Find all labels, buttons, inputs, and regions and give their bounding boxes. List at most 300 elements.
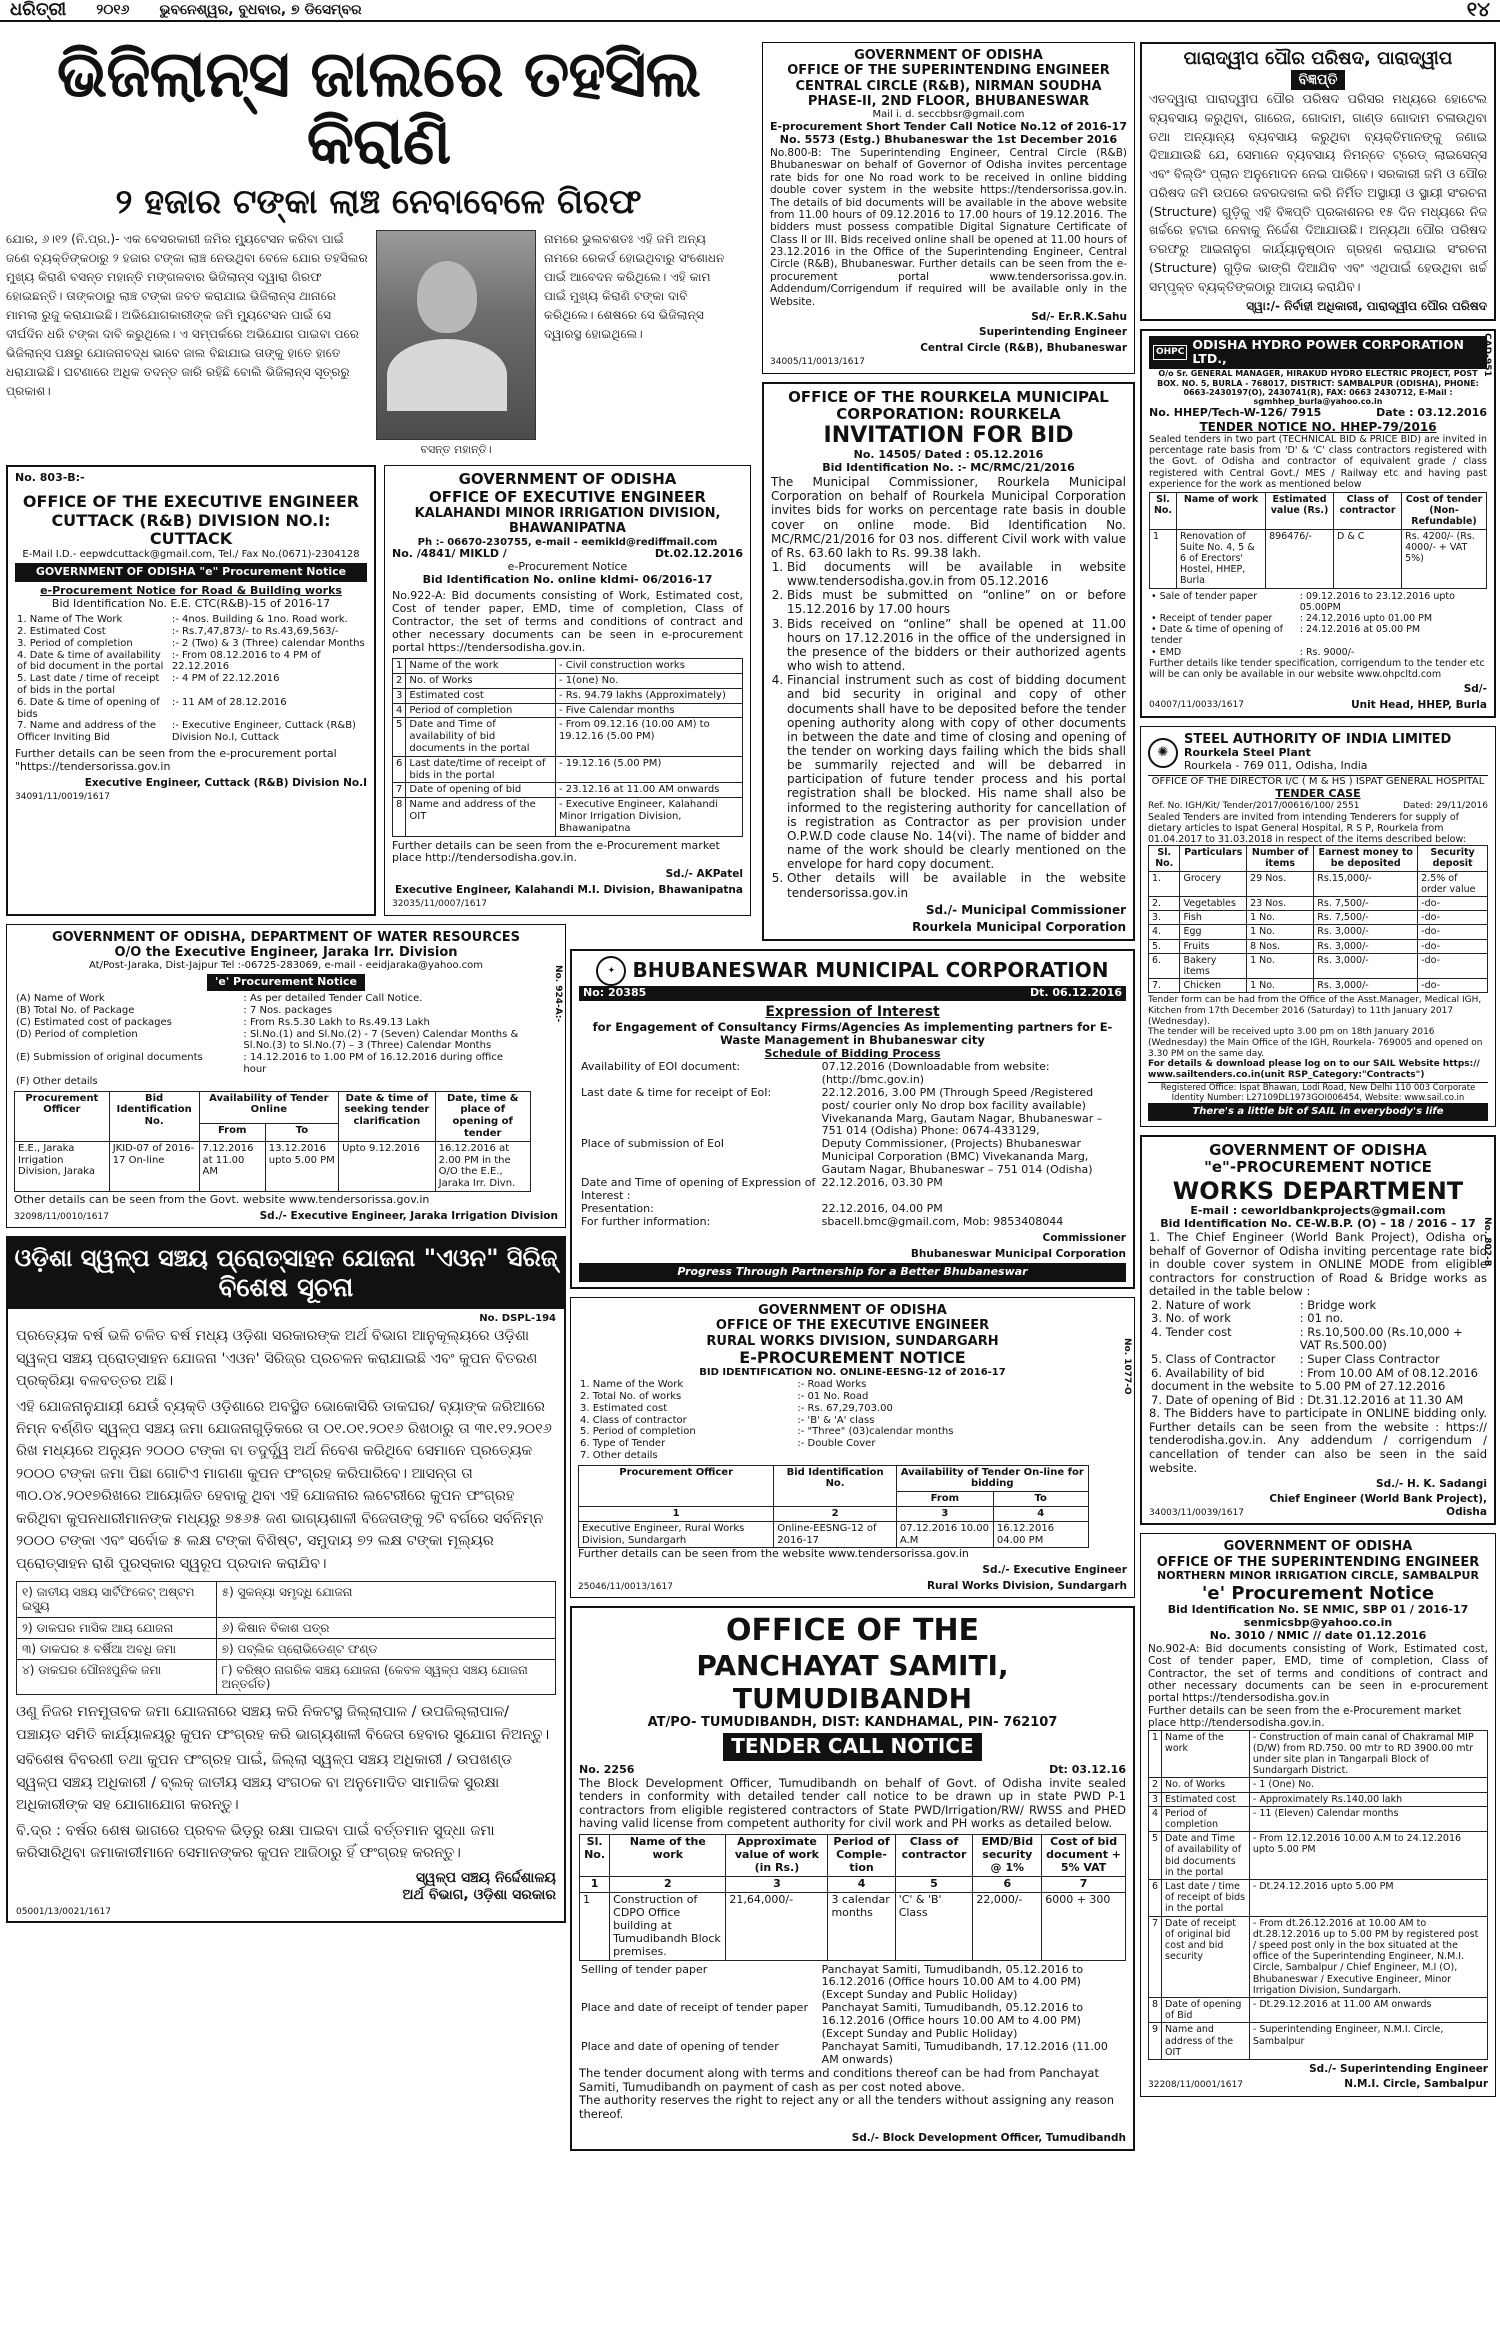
ad-schedule-table <box>578 1465 1089 1549</box>
cell: : 7 Nos. packages <box>243 1005 333 1017</box>
ad-signature-2: Bhubaneswar Municipal Corporation <box>910 1247 1126 1260</box>
ad-schedule-title: Schedule of Bidding Process <box>764 1046 941 1060</box>
ad-registered: Registered Office: Ispat Bhawan, Lodi Road, New Delhi 110 003 Corporate Identity Number: L27109DL1973GOI006454, Website: www.sail.co.in <box>1148 1082 1488 1103</box>
sail-logo-icon: ✺ <box>1148 738 1178 768</box>
column-header: 7 <box>1042 1876 1126 1892</box>
ad-signature-2: Executive Engineer, Kalahandi M.I. Division, Bhawanipatna <box>394 883 743 896</box>
ad-tumudibandh <box>570 1606 1135 2151</box>
cell: Grocery <box>1180 871 1247 896</box>
cell: Date and Time of opening of Expression of Interest : <box>581 1176 816 1203</box>
ad-bid-id: Bid Identification No. CE-W.B.P. (O) – 18 / 2016 – 17 <box>1160 1216 1476 1230</box>
table-row <box>15 720 367 744</box>
ad-works-table <box>1149 492 1487 589</box>
table-row <box>1149 1353 1487 1367</box>
cell: No. of Works <box>1162 1778 1250 1792</box>
ad-letter-no: No. 14505/ Dated : 05.12.2016 <box>853 448 1044 462</box>
ad-title: ODISHA HYDRO POWER CORPORATION LTD., <box>1192 336 1464 367</box>
ad-title-2: INVITATION FOR BID <box>823 423 1074 449</box>
cell: : 14.12.2016 to 1.00 PM of 16.12.2016 during office hour <box>243 1052 503 1076</box>
page-number: ୧୪ <box>1466 0 1490 22</box>
column-header: Period of Comple-tion <box>828 1834 895 1876</box>
ad-office: OFFICE OF THE DIRECTOR I/C ( M & HS ) ISPAT GENERAL HOSPITAL <box>1151 776 1485 788</box>
ad-letter-date: Dt.02.12.2016 <box>654 547 743 561</box>
cell: 22.12.2016, 04.00 PM <box>821 1202 943 1216</box>
ad-sambalpur <box>1140 1533 1496 2097</box>
ad-schedule-table <box>579 1964 1126 2068</box>
cell: - From dt.26.12.2016 at 10.00 AM to dt.28.12.2016 up to 5.00 PM by registered post / speed post only in the box situated at the office of the Superintending Engineer, N.M.I. Circle, Sambalpur / Chief Engineer, M.I (O), Bhubaneswar / Executive Engineer, Minor Irrigation Division, Sundargarh. <box>1249 1916 1487 1997</box>
cell: Place and date of receipt of tender paper <box>581 2001 808 2015</box>
ad-notice: 'e' Procurement Notice <box>1201 1582 1435 1604</box>
cell: sbacell.bmc@gmail.com, Mob: 9853408044 <box>821 1215 1064 1229</box>
ad-schedule-table <box>14 1091 531 1192</box>
ad-items-table <box>1148 845 1488 993</box>
cell: 1. Name of The Work <box>17 614 123 626</box>
cell: 6. Type of Tender <box>580 1438 666 1450</box>
cell: 7. Date of opening of Bid <box>1151 1392 1295 1407</box>
ad-ohpc <box>1140 329 1496 718</box>
cell: Fish <box>1180 911 1247 925</box>
ad-footer: The tender document along with terms and conditions thereof can be had from Panchayat Samiti, Tumudibandh on payment of cash as per cost noted above. <box>579 2066 1099 2094</box>
table-row <box>1149 1880 1488 1917</box>
table-row <box>1149 1367 1487 1394</box>
photo-caption: ବସନ୍ତ ମହାନ୍ତି। <box>420 443 492 457</box>
ad-details-table <box>578 1379 1072 1462</box>
cell: 5 <box>393 718 406 756</box>
article-subhead: ୨ ହଜାର ଟଙ୍କା ଲାଞ୍ଚ ନେବାବେଳେ ଗିରଫ <box>115 182 642 223</box>
ad-rourkela <box>762 382 1135 941</box>
cell: - 11 (Eleven) Calendar months <box>1249 1806 1487 1831</box>
ad-ref: 34005/11/0013/1617 <box>770 357 865 368</box>
ad-title: ପାରାଦ୍ୱୀପ ପୌର ପରିଷଦ, ପାରାଦ୍ୱୀପ <box>1183 48 1453 69</box>
table-row <box>15 1141 531 1191</box>
cell: 1 No. <box>1247 953 1314 978</box>
ad-number: No. DSPL-194 <box>479 1313 556 1325</box>
cell: : Sl.No.(1) and Sl.No.(2) - 7 (Seven) Calendar Months & Sl.No.(3) to Sl.No.(7) – 3 (Three) Calendar Months <box>243 1028 519 1052</box>
cell: ୭) ପବ୍ଲିକ ପ୍ରୋଭିଡେଣ୍ଟ ଫଣ୍ଡ <box>216 1638 555 1659</box>
cell: Panchayat Samiti, Tumudibandh, 17.12.2016 (11.00 AM onwards) <box>821 2040 1108 2067</box>
cell: : 09.12.2016 to 23.12.2016 upto 05.00PM <box>1299 590 1455 613</box>
ad-signature-2: N.M.I. Circle, Sambalpur <box>1344 2078 1488 2091</box>
ad-title: ଓଡ଼ିଶା ସ୍ୱଳ୍ପ ସଞ୍ଚୟ ପ୍ରୋତ୍ସାହନ ଯୋଜନା "ଏଓନ" ସିରିଜ୍ <box>14 1244 558 1273</box>
ad-number: No. 802-B <box>1482 1217 1492 1267</box>
column-header: Class of contractor <box>1334 493 1402 530</box>
ad-title: GOVERNMENT OF ODISHA <box>1223 1539 1413 1555</box>
cell: 'C' & 'B' Class <box>895 1892 973 1960</box>
cell: Bakery items <box>1180 953 1247 978</box>
cell: (B) Total No. of Package <box>16 1005 135 1017</box>
list-item: 3. Bids received on “online” shall be opened at 11.00 hours on 17.12.2016 in the office of the undersigned in the presence of the bidders or their authorized agents who wish to attend. <box>787 617 1126 674</box>
cell: Rs. 3,000/- <box>1314 979 1418 993</box>
cell: :- 4nos. Building & 1no. Road work. <box>171 614 348 626</box>
ad-paragraph: ପ୍ରତ୍ୟେକ ବର୍ଷ ଭଳି ଚଳିତ ବର୍ଷ ମଧ୍ୟ ଓଡ଼ିଶା ସରକାରଙ୍କ ଅର୍ଥ ବିଭାଗ ଆନୁକୂଲ୍ୟରେ ଓଡ଼ିଶା ସ୍ୱଳ୍ପ ସଞ୍ଚୟ ପ୍ରୋତ୍ସାହନ ଯୋଜନା 'ଏଓନ' ସିରିଜ୍ର ପ୍ରଚଳନ କରାଯାଇଛି ଏବଂ କୁପନ ବିତରଣ ପ୍ରକ୍ରିୟା ବଳବତ୍ତର ଅଛି। <box>16 1328 538 1390</box>
ad-title-2: OFFICE OF THE EXECUTIVE ENGINEER <box>715 1318 990 1334</box>
ad-email: E-mail : ceworldbankprojects@gmail.com <box>1190 1204 1446 1217</box>
ad-letter-no: No. 2256 <box>579 1762 635 1776</box>
ad-title-2: O/O the Executive Engineer, Jaraka Irr. Division <box>114 945 458 961</box>
ad-paragraph: 1. The Chief Engineer (World Bank Project), Odisha on behalf of Governor of Odisha inviting percentage rate bid in double cover system in ONLINE MODE from eligible contractors for construction of Road & Bridge works as detailed in the table below : <box>1149 1229 1487 1299</box>
cell: Period of completion <box>406 703 556 718</box>
cell: • Receipt of tender paper <box>1151 613 1273 625</box>
ad-title: GOVERNMENT OF ODISHA <box>458 470 677 489</box>
ad-signature: Sd./- Executive Engineer, Jaraka Irrigation Division <box>259 1209 558 1222</box>
cell: - Superintending Engineer, N.M.I. Circle, Sambalpur <box>1249 2023 1487 2060</box>
ad-paragraph: ଏହି ଯୋଜନାନୁଯାୟୀ ଯେଉଁ ବ୍ୟକ୍ତି ଓଡ଼ିଶାରେ ଅବସ୍ଥିତ ଭୋକୋସିରି ଡାକଘର/ ବ୍ୟାଙ୍କ ଜରିଆରେ ନିମ୍ନ ବର୍ଣ୍ଣିତ ସ୍ୱଳ୍ପ ସଞ୍ଚୟ ଜମା ଯୋଜନାଗୁଡ଼ିକରେ ତା ୦୧.୦୧.୨୦୧୬ ରିଖଠାରୁ ତା ୩୧.୧୨.୨୦୧୬ ରିଖ ମଧ୍ୟରେ ଅନ୍ୟୁନ ୨୦୦୦ ଟଙ୍କା ବା ତଦୁର୍ଦ୍ଧ୍ୱ ଅର୍ଥ ନିବେଶ କରିଥିବେ ସେମାନେ ପ୍ରତ୍ୟେକ ୨୦୦୦ ଟଙ୍କା ଜମା ପିଛା ଗୋଟିଏ ମାଗଣା କୁପନ ଫଂଗ୍ରହ କରିପାରିବେ। ଆସନ୍ତା ତା ୩୦.୦୪.୨୦୧୭ରିଖରେ ଆୟୋଜିତ ହେବାକୁ ଥିବା ଏହି ଯୋଜନାର ଲଟେରୀରେ କୁପନ ଫଂଗ୍ରହ କରିଥିବା କୁପନଧାରୀମାନଙ୍କ ମଧ୍ୟରୁ ୭୫୬୫ ଜଣ ଭାଗ୍ୟଶାଳୀ ବିଜେତାଙ୍କୁ ୨ଟି ବର୍ଗରେ ସର୍ବନିମ୍ନ ୨୦୦୦ ଟଙ୍କା ଏବଂ ସର୍ବୋଚ୍ଚ ୫ ଲକ୍ଷ ଟଙ୍କା ବିଶିଷ୍ଟ, ସମୁଦାୟ ୭୨ ଲକ୍ଷ ଟଙ୍କା ମୂଲ୍ୟର ପ୍ରୋତ୍ସାହନ ରାଶି ପୁରସ୍କାର ସ୍ୱରୂପ ପ୍ରଦାନ କରାଯିବ। <box>16 1398 552 1572</box>
ad-ref: 32208/11/0001/1617 <box>1148 2080 1243 2091</box>
cell: Name and address of the OIT <box>406 798 556 836</box>
ad-body: No.800-B: The Superintending Engineer, Central Circle (R&B) Bhubaneswar on behalf of Governor of Odisha invites percentage rate bids for one No road work to be received in online bidding double cover system in the website https://tendersorissa.gov.in. The details of bid documents will be available in the above website from 11.00 hours of 09.12.2016 to 17.00 hours of 19.12.2016. The bidders must possess compatible Digital Signature Certificate of Class II or III. Bids received online shall be opened at 11.00 hours of 23.12.2016 in the Office of the Superintending Engineer, Central Circle (R&B), Bhubaneswar. Further details can be seen from the e-procurement portal www.tendersorissa.gov.in. Addendum/Corrigendum if required will be available only in the Website. <box>770 147 1127 308</box>
cell: Selling of tender paper <box>581 1962 708 1976</box>
th-opening: Date, time & place of opening of tender <box>435 1091 530 1141</box>
cell: Panchayat Samiti, Tumudibandh, 05.12.2016 to 16.12.2016 (Office hours 10.00 AM to 4.00 PM) (Except Sunday and Public Holiday) <box>821 1962 1084 2002</box>
th-bid: Bid Identification No. <box>774 1465 897 1506</box>
cell: :- Executive Engineer, Cuttack (R&B) Division No.I, Cuttack <box>171 720 356 744</box>
cell: -do- <box>1418 953 1488 978</box>
cell: 5 <box>1149 1832 1162 1880</box>
cell: ୮) ବରିଷ୍ଠ ନାଗରିକ ସଞ୍ଚୟ ଯୋଜନା (କେବଳ ସ୍ୱଳ୍ପ ସଞ୍ଚୟ ଯୋଜନା ଅନ୍ତର୍ଗତ) <box>216 1659 555 1694</box>
cell: 6. <box>1149 953 1180 978</box>
cell: 7.12.2016 at 11.00 AM <box>199 1141 265 1191</box>
ad-title: OFFICE OF THE EXECUTIVE ENGINEER CUTTACK (R&B) DIVISION NO.I: CUTTACK <box>22 492 360 549</box>
ad-footer: Further details can be seen from the e-Procurement market place http://tendersodisha.gov.in. <box>392 838 720 865</box>
cell: - Approximately Rs.140.00 lakh <box>1249 1792 1487 1806</box>
cell: - 23.12.16 at 11.00 AM onwards <box>555 783 742 798</box>
cell: 2. Estimated Cost <box>17 626 106 638</box>
ad-paragraph: Tender form can be had from the Office of the Asst.Manager, Medical IGH, Kitchen from 17th December 2016 (Saturday) to 11th January 2017 (Wednesday). <box>1148 995 1482 1027</box>
cell: Place and date of opening of tender <box>581 2040 779 2054</box>
cell: 13.12.2016 upto 5.00 PM <box>265 1141 338 1191</box>
ad-title: GOVERNMENT OF ODISHA <box>758 1302 947 1318</box>
cell: • Sale of tender paper <box>1151 590 1258 602</box>
cell: - From 09.12.16 (10.00 AM) to 19.12.16 (5.00 PM) <box>555 718 742 756</box>
cell <box>241 1076 530 1088</box>
cell: 7. Other details <box>580 1449 658 1461</box>
cell: 2. Nature of work <box>1151 1297 1251 1312</box>
cell: - 19.12.16 (5.00 PM) <box>555 756 742 783</box>
table-row <box>1149 1299 1487 1313</box>
cell: 2. Total No. of works <box>580 1390 682 1402</box>
table-row <box>14 1005 531 1017</box>
ad-savings-scheme <box>6 1236 566 1923</box>
ad-intro: Sealed Tenders are invited from intending Tenderers for supply of dietary articles to Ispat General Hospital, R S P, Rourkela from 01.04.2017 to 31.03.2018 in respect of the items described below: <box>1148 811 1466 846</box>
table-row <box>579 2002 1126 2041</box>
article-headline: ଭିଜିଲାନ୍ସ ଜାଲରେ ତହସିଲ କିରାଣି <box>56 38 701 180</box>
cell: 7 <box>1149 1916 1162 1997</box>
ad-notice: TENDER NOTICE NO. HHEP-79/2016 <box>1199 419 1437 434</box>
cell: 07.12.2016 (Downloadable from website:(http://bmc.gov.in) <box>821 1059 1050 1086</box>
cell: 9 <box>1149 2023 1162 2060</box>
ad-letter-date: Date : 03.12.2016 <box>1376 405 1487 419</box>
cell: 3. Estimated cost <box>580 1402 668 1414</box>
ad-paradip <box>1140 42 1496 321</box>
ad-letter-no: No. 3010 / NMIC // date 01.12.2016 <box>1209 1628 1427 1642</box>
ad-intro-2: Further details can be seen from the e-Procurement market place http://tendersodisha.gov.in. <box>1148 1704 1461 1730</box>
ad-signature-2: Chief Engineer (World Bank Project), Odisha <box>1269 1493 1487 1518</box>
ad-signature: Sd./- Superintending Engineer <box>1309 2063 1488 2076</box>
cell: : From Rs.5.30 Lakh to Rs.49.13 Lakh <box>243 1016 430 1028</box>
cell: No. of Works <box>406 673 556 688</box>
table-row <box>14 1029 531 1053</box>
ad-number: No. 803-B:- <box>15 471 85 485</box>
cell: Rs. 7,500/- <box>1314 911 1418 925</box>
cell: 6000 + 300 <box>1042 1892 1126 1960</box>
table-row <box>1149 897 1488 911</box>
cell: • EMD <box>1151 646 1182 658</box>
th-clarification: Date & time of seeking tender clarification <box>339 1091 436 1141</box>
ad-letter-no: No: 20385 <box>583 986 647 1000</box>
cell: 7. Name and address of the Officer Inviting Bid <box>17 720 157 744</box>
cell: 1 <box>580 1892 610 1960</box>
ad-address: Rourkela - 769 011, Odisha, India <box>1184 759 1368 773</box>
cell: 07.12.2016 10.00 A.M <box>896 1521 993 1548</box>
ad-notice: E-procurement Short Tender Call Notice No.12 of 2016-17 <box>770 120 1127 134</box>
cell: -do- <box>1418 925 1488 939</box>
list-item: 1. Bid documents will be available in website www.tendersodisha.gov.in from 05.12.2016 <box>787 560 1126 588</box>
cell: Panchayat Samiti, Tumudibandh, 05.12.2016 to 16.12.2016 (Office hours 10.00 AM to 4.00 PM) (Except Sunday and Public Holiday) <box>821 2001 1084 2041</box>
cell: (F) Other details <box>16 1075 98 1087</box>
cell: 22,000/- <box>973 1892 1042 1960</box>
table-row <box>15 697 367 721</box>
ad-title: OFFICE OF THE ROURKELA MUNICIPAL CORPORATION: ROURKELA <box>788 387 1109 423</box>
table-row <box>579 1087 1126 1139</box>
cell: 7 <box>393 783 406 798</box>
cell: 2.5% of order value <box>1418 871 1488 896</box>
cell: 3 <box>1149 1792 1162 1806</box>
ad-title-2: "e"-PROCUREMENT NOTICE <box>1204 1158 1432 1177</box>
cell: 4. Tender cost <box>1151 1324 1232 1339</box>
table-row <box>1149 1916 1488 1997</box>
ad-signature: Sd./- AKPatel <box>665 868 743 881</box>
cell: ୪) ଡାକଘର ପୌନଃପୁନିକ ଜମା <box>17 1659 217 1694</box>
ad-paragraph: For details & download please log on to our SAIL Website https:// www.sailtenders.co.in(unit RSP_Category:"Contracts") <box>1148 1059 1480 1080</box>
ad-title: GOVERNMENT OF ODISHA, DEPARTMENT OF WATER RESOURCES <box>51 929 521 945</box>
table-row <box>578 1415 1072 1427</box>
ad-paragraph: The tender will be received upto 3.00 pm on 18th January 2016 (Wednesday) the Main Office of the IGH, Rourkela- 769005 and opened on 3.30 PM on the same day. <box>1148 1027 1483 1059</box>
ad-paragraph: ଓଣୁ ନିଜର ମନମୁତାବକ ଜମା ଯୋଜନାରେ ସଞ୍ଚୟ କରି ନିକଟସ୍ଥ ଜିଲ୍ଲାପାଳ / ଉପଜିଲ୍ଲାପାଳ/ ପଞ୍ଚାୟତ ସମିତି କାର୍ଯ୍ୟାଳୟରୁ କୁପନ ଫଂଗ୍ରହ କରି ଭାଗ୍ୟଶାଳୀ ବିଜେତା ହେବାର ସୁଯୋଗ ନିଅନ୍ତୁ। <box>16 1704 550 1743</box>
cell: 22.12.2016, 03.30 PM <box>821 1176 943 1190</box>
ad-bid-id: Bid Identification No. E.E. CTC(R&B)-15 of 2016-17 <box>51 597 331 611</box>
ad-signature-3: Central Circle (R&B), Bhubaneswar <box>920 341 1127 354</box>
table-row <box>15 673 367 697</box>
cell: 6. Availability of bid document in the website <box>1151 1365 1294 1394</box>
cell: Deputy Commissioner, (Projects) Bhubaneswar Municipal Corporation (BMC) Vivekananda Marg, Gautam Nagar, Bhubaneswar – 751 014 (Odisha) <box>821 1137 1093 1177</box>
ad-footer: Further details can be seen from the website www.tendersorissa.gov.in <box>578 1547 969 1561</box>
cell: 8 <box>393 798 406 836</box>
ad-intro: The Municipal Commissioner, Rourkela Municipal Corporation on behalf of Rourkela Municipal Corporation invites bids for works on percentage rate basis in double cover on online mode. Bid Identification No. MC/RMC/21/2016 for 03 nos. different Civil work with value of Rs. 63.60 lakh to Rs. 99.38 lakh. <box>771 475 1126 560</box>
ad-ref: 34003/11/0039/1617 <box>1149 1507 1244 1518</box>
cell: :- 11 AM of 28.12.2016 <box>171 696 287 708</box>
cell: : From 10.00 AM of 08.12.2016 to 5.00 PM of 27.12.2016 <box>1299 1365 1479 1394</box>
ad-signature: ସ୍ୱଳ୍ପ ସଞ୍ଚୟ ନିର୍ଦ୍ଦେଶାଳୟ <box>415 1870 556 1887</box>
ad-number: No. 924-A:- <box>553 964 563 1023</box>
cell: 23 Nos. <box>1247 897 1314 911</box>
table-row <box>1149 591 1487 613</box>
ad-signature: Sd/- <box>1463 683 1487 696</box>
table-row <box>1149 1806 1488 1831</box>
cell: ୨) ଡାକଘର ମାସିକ ଆୟ ଯୋଜନା <box>17 1617 217 1638</box>
ad-details-table <box>15 614 367 744</box>
cell: 4 <box>1149 1806 1162 1831</box>
cell: Date of receipt of original bid cost and bid security <box>1162 1916 1250 1997</box>
cell: - Dt.24.12.2016 upto 5.00 PM <box>1249 1880 1487 1917</box>
cell: :- Double Cover <box>797 1438 876 1450</box>
cell: : 24.12.2016 upto 01.00 PM <box>1299 613 1433 625</box>
cell: -do- <box>1418 897 1488 911</box>
column-header: 4 <box>828 1876 895 1892</box>
cell <box>795 1450 1072 1462</box>
ad-body: ଏତଦ୍ୱାରା ପାରାଦ୍ୱୀପ ପୌର ପରିଷଦ ପରିସର ମଧ୍ୟରେ ହୋଟେଲ ବ୍ୟବସାୟ କରୁଥିବା, ଗାରେଜ, ଗୋଦାମ, ଗାଣ୍ଡ ଗୋଦାମ ଚଳାଉଥିବା ତଥା ଅନ୍ୟାନ୍ୟ ବ୍ୟବସାୟ କରୁଥିବା ବ୍ୟକ୍ତିମାନଙ୍କୁ ଜଣାଇ ଦିଆଯାଉଛି ଯେ, ସେମାନେ ବ୍ୟବସାୟ ନିମନ୍ତେ ଟ୍ରେଡ୍ ଲାଇସେନ୍ସ ଏବଂ ବିଲ୍ଡିଂ ପ୍ଲାନ ଅନୁମୋଦନ ନେଇ ପାରିବେ। ସରକାରୀ ଜମି ଓ ପୌର ପରିଷଦ ଜମି ଉପରେ ଜବରଦଖଲ କରି ନିର୍ମିତ ଅସ୍ଥାୟୀ ଓ ସ୍ଥାୟୀ ସଂରଚନା (Structure) ଗୁଡ଼ିକୁ ଏହି ବିଜ୍ଞପ୍ତି ପ୍ରକାଶନର ୧୫ ଦିନ ମଧ୍ୟରେ ନିଜ ଖର୍ଚ୍ଚରେ ହଟାଇ ନେବାକୁ ନିର୍ଦ୍ଦେଶ ଦିଆଯାଉଛି। ଅନ୍ୟଥା ପୌର ପରିଷଦ ତରଫରୁ ଆଇନାନୁଗ କାର୍ଯ୍ୟାନୁଷ୍ଠାନ ଗ୍ରହଣ କରାଯାଇ ସଂରଚନା (Structure) ଗୁଡ଼ିକ ଭାଙ୍ଗି ଦିଆଯିବ ଏବଂ ଏଥିପାଇଁ ହେଉଥିବା ଖର୍ଚ୍ଚ ସମ୍ପୃକ୍ତ ବ୍ୟକ୍ତିଙ୍କଠାରୁ ଆଦାୟ କରାଯିବ। <box>1149 91 1487 294</box>
column-header: Name of the work <box>610 1834 726 1876</box>
ad-contact: At/Post-Jaraka, Dist-Jajpur Tel :-06725-283069, e-mail - eeidjaraka@yahoo.com <box>89 960 483 972</box>
cell: Executive Engineer, Rural Works Division, Sundargarh <box>579 1521 774 1548</box>
cell: 4. Date & time of availability of bid document in the portal <box>17 649 164 673</box>
cell: Date of opening of Bid <box>1162 1998 1250 2023</box>
ad-ref: 32098/11/0010/1617 <box>14 1211 109 1222</box>
ad-signature-2: ଅର୍ଥ ବିଭାଗ, ଓଡ଼ିଶା ସରକାର <box>402 1887 556 1903</box>
cell: 21,64,000/- <box>726 1892 828 1960</box>
column-header: Sl. No. <box>580 1834 610 1876</box>
cell: 6 <box>393 756 406 783</box>
th-num: 2 <box>774 1507 897 1522</box>
cell: : 01 no. <box>1299 1311 1344 1326</box>
table-row <box>15 626 367 638</box>
cell: Name of the work <box>406 659 556 674</box>
ad-unit: Rourkela Steel Plant <box>1184 746 1311 760</box>
table-row <box>579 1521 1089 1548</box>
ad-letter-date: Dt: 03.12.16 <box>1049 1762 1126 1776</box>
cell: E.E., Jaraka Irrigation Division, Jaraka <box>15 1141 110 1191</box>
ad-footer: Further details can be seen from the e-procurement portal "https://tendersorissa.gov.in <box>15 747 337 774</box>
cell: • Date & time of opening of tender <box>1151 624 1284 647</box>
table-row <box>1149 979 1488 993</box>
ad-signature: Commissioner <box>1042 1232 1126 1245</box>
cell: 1. <box>1149 871 1180 896</box>
th-from: From <box>199 1123 265 1141</box>
cell: Vegetables <box>1180 897 1247 911</box>
th-officer: Procurement Officer <box>15 1091 110 1141</box>
ad-email: Mail i. d. seccbbsr@gmail.com <box>872 109 1025 121</box>
ad-title-2: OFFICE OF THE SUPERINTENDING ENGINEER CENTRAL CIRCLE (R&B), NIRMAN SOUDHA PHASE-II, 2ND FLOOR, BHUBANESWAR <box>787 63 1110 109</box>
th-availability: Availability of Tender Online <box>199 1091 339 1123</box>
table-row <box>15 614 367 626</box>
ad-schedule-table <box>579 1061 1126 1230</box>
ad-schedule-table <box>1149 591 1487 658</box>
list-item: 5. Other details will be available in the website tendersorissa.gov.in <box>787 871 1126 899</box>
ad-signature: Sd./- Municipal Commissioner <box>925 902 1126 917</box>
ad-signature: Sd./- Executive Engineer <box>982 1564 1127 1577</box>
cell: -do- <box>1418 979 1488 993</box>
th-num: 3 <box>896 1507 993 1522</box>
table-row <box>579 1964 1126 2003</box>
ad-contact: Ph :- 06670-230755, e-mail - eemikld@rediffmail.com <box>417 536 718 548</box>
ad-title: GOVERNMENT OF ODISHA <box>854 48 1043 63</box>
cell: (E) Submission of original documents <box>16 1052 203 1064</box>
ad-title: OFFICE OF THE <box>725 1613 980 1649</box>
table-row <box>1149 1730 1488 1778</box>
table-row <box>17 1638 556 1659</box>
cell: Date of opening of bid <box>406 783 556 798</box>
ad-details-table <box>1149 1299 1487 1408</box>
ad-title-3: WORKS DEPARTMENT <box>1172 1176 1464 1205</box>
newspaper-name: ଧରିତ୍ରୀ <box>10 0 67 21</box>
ad-intro: No.902-A: Bid documents consisting of Work, Estimated cost, Cost of tender paper, EMD, time of completion, Class of Contractor, the set of terms and conditions of contract and other necessary documents can be seen in e-procurement portal https://tendersodisha.gov.in <box>1148 1642 1488 1705</box>
ad-paragraph-2: 8. The Bidders have to participate in ONLINE bidding only. Further details can be seen from the website : https:// tenderodisha.gov.in. Any addendum / corrigendum / cancellation of tender can also be seen in the said website. <box>1149 1406 1487 1475</box>
table-row <box>579 1061 1126 1087</box>
th-officer: Procurement Officer <box>579 1465 774 1506</box>
table-row <box>1149 624 1487 646</box>
cell: (A) Name of Work <box>16 993 105 1005</box>
cell: - 1 (One) No. <box>1249 1778 1487 1792</box>
cell: Availability of EOI document: <box>581 1059 741 1073</box>
cell: Renovation of Suite No. 4, 5 & 6 of Erectors' Hostel, HHEP, Burla <box>1177 529 1266 588</box>
cell: 16.12.2016 04.00 PM <box>993 1521 1088 1548</box>
ad-title-3: NORTHERN MINOR IRRIGATION CIRCLE, SAMBALPUR <box>1157 1568 1479 1582</box>
cell: -do- <box>1418 939 1488 953</box>
cell: Last date & time for receipt of EoI: <box>581 1085 772 1099</box>
masthead <box>0 0 1500 22</box>
table-row <box>17 1617 556 1638</box>
ad-title-2: OFFICE OF EXECUTIVE ENGINEER <box>429 487 706 506</box>
table-row <box>1149 1312 1487 1326</box>
cell: Place of submission of EoI <box>581 1137 725 1151</box>
cell: ୬) କିଷାନ ବିକାଶ ପତ୍ର <box>216 1617 555 1638</box>
list-item: 4. Financial instrument such as cost of bidding document and bid security in original and copy of other documents shall have to be deposited before the tender opening authority along with copy of other documents in between the date and time of closing and opening of the tender on working days failing which the bids shall be summarily rejected and will be debarred in participation of future tender process and his portal registration shall be blocked. His name shall also be informed to the registering authority for cancellation of is registration as Contractor as per provision under O.P.W.D code clause No. 14(vi). The name of bidder and name of the work should be clearly mentioned on the envelope for hard copy document. <box>787 673 1126 871</box>
ad-signature: Sd./- H. K. Sadangi <box>1376 1478 1487 1491</box>
cell: 1 <box>393 659 406 674</box>
cell: 3. Period of completion <box>17 637 133 649</box>
ad-intro: No.922-A: Bid documents consisting of Work, Estimated cost, Cost of tender paper, EMD, time of completion, Class of Contractor, the set of terms and conditions of contract and other necessary documents can be seen in e-procurement portal https://tendersodisha.gov.in. <box>392 589 743 655</box>
table-row <box>1149 1778 1488 1792</box>
ad-letter-no: No. 5573 (Estg.) Bhubaneswar the 1st December 2016 <box>779 133 1118 147</box>
column-header: Cost of tender (Non-Refundable) <box>1402 493 1487 530</box>
masthead-dateline: ଭୁବନେଶ୍ୱର, ବୁଧବାର, ୭ ଡିସେମ୍ବର <box>159 1 362 18</box>
cell: 5. Period of completion <box>580 1426 696 1438</box>
cell: :- "Three" (03)calendar months <box>797 1426 954 1438</box>
ad-letter-date: Dt. 06.12.2016 <box>1030 986 1122 1000</box>
cell: Rs. 3,000/- <box>1314 925 1418 939</box>
cell: : Dt.31.12.2016 at 11.30 AM <box>1299 1392 1464 1407</box>
bmc-logo-icon: ✦ <box>596 956 626 986</box>
ad-signature: Executive Engineer, Cuttack (R&B) Division No.I <box>84 777 367 789</box>
ad-bmc <box>570 949 1135 1289</box>
ad-subtitle: e-Procurement Notice for Road & Building works <box>40 584 342 598</box>
ad-eoi-subject: for Engagement of Consultancy Firms/Agencies As implementing partners for E-Waste Management in Bhubaneswar city <box>592 1019 1113 1048</box>
ad-cuttack-rb <box>6 465 376 915</box>
column-header: Earnest money to be deposited <box>1314 846 1418 871</box>
ad-tag: ବିଜ୍ଞପ୍ତି <box>1291 70 1346 91</box>
table-row <box>15 650 367 674</box>
cell: - Rs. 94.79 lakhs (Approximately) <box>555 688 742 703</box>
cell: Rs. 3,000/- <box>1314 939 1418 953</box>
table-row <box>578 1438 1072 1450</box>
table-row <box>17 1659 556 1694</box>
ad-letter-no: No. /4841/ MIKLD / <box>392 547 507 561</box>
cell: Name and address of the OIT <box>1162 2023 1250 2060</box>
cell: Date and Time of availability of bid documents in the portal <box>1162 1832 1250 1880</box>
ad-signature-2: Rural Works Division, Sundargarh <box>926 1579 1127 1592</box>
ad-world-bank <box>1140 1135 1496 1525</box>
column-header: Class of contractor <box>895 1834 973 1876</box>
ad-address: O/o Sr. GENERAL MANAGER, HIRAKUD HYDRO ELECTRIC PROJECT, POST BOX. NO. 5, BURLA - 768017, DISTRICT: SAMBALPUR (ODISHA), PHONE: 0663-2430197(O), 2430741(R), FAX: 0663 2430712, E-Mail : sgmhhep_burla@yahoo.co.in <box>1157 369 1479 407</box>
cell: 6 <box>1149 1880 1162 1917</box>
ad-number: CAD-951 <box>1482 332 1492 377</box>
cell: Period of completion <box>1162 1806 1250 1831</box>
table-row <box>1149 2023 1488 2060</box>
table-row <box>1149 911 1488 925</box>
table-row <box>1149 953 1488 978</box>
cell: Rs.15,000/- <box>1314 871 1418 896</box>
cell: - Five Calendar months <box>555 703 742 718</box>
masthead-year: ୨୦୧୬ <box>96 1 130 18</box>
